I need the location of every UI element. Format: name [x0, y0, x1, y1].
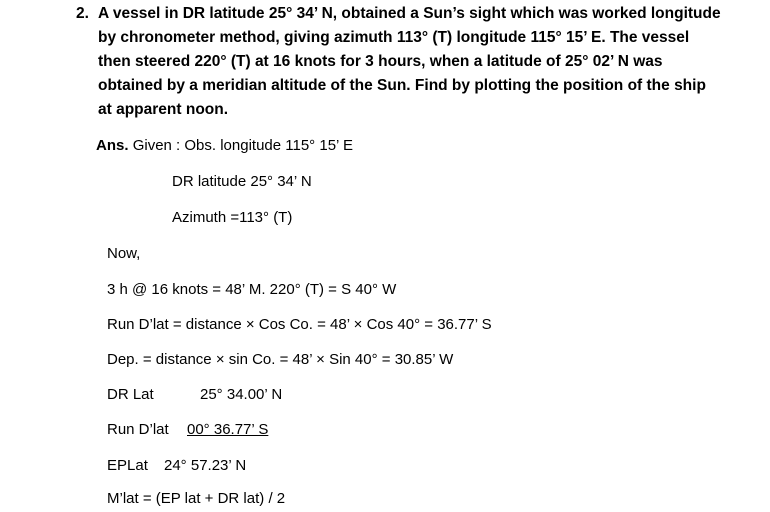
answer-run-dlat2-value: 00° 36.77’ S [187, 421, 269, 438]
answer-eplat-label: EPLat [107, 457, 148, 474]
question-line-5: at apparent noon. [98, 101, 229, 118]
answer-given: Given : Obs. longitude 115° 15’ E [132, 137, 353, 154]
answer-dr-latitude: DR latitude 25° 34’ N [172, 173, 312, 190]
answer-given-line [96, 136, 353, 156]
answer-label: Ans. [96, 137, 129, 154]
answer-run-dlat2-label: Run D’lat [107, 421, 169, 438]
question-line-3: then steered 220° (T) at 16 knots for 3 hours, when a latitude of 25° 02’ N was [98, 53, 663, 70]
answer-now: Now, [107, 245, 141, 262]
answer-azimuth: Azimuth =113° (T) [172, 209, 293, 226]
answer-mlat: M’lat = (EP lat + DR lat) / 2 [107, 490, 286, 507]
question-number: 2. [76, 5, 89, 22]
answer-eplat-value: 24° 57.23’ N [164, 457, 247, 474]
question-line-1: A vessel in DR latitude 25° 34’ N, obtained a Sun’s sight which was worked longitude [98, 5, 721, 22]
answer-run: 3 h @ 16 knots = 48’ M. 220° (T) = S 40° W [107, 281, 397, 298]
answer-dr-lat-value: 25° 34.00’ N [200, 386, 283, 403]
answer-dr-lat-label: DR Lat [107, 386, 154, 403]
question-line-4: obtained by a meridian altitude of the Sun. Find by plotting the position of the ship [98, 77, 706, 94]
answer-run-dlat: Run D’lat = distance × Cos Co. = 48’ × Cos 40° = 36.77’ S [107, 316, 492, 333]
question-line-2: by chronometer method, giving azimuth 113° (T) longitude 115° 15’ E. The vessel [98, 29, 690, 46]
answer-dep: Dep. = distance × sin Co. = 48’ × Sin 40° = 30.85’ W [107, 351, 454, 368]
